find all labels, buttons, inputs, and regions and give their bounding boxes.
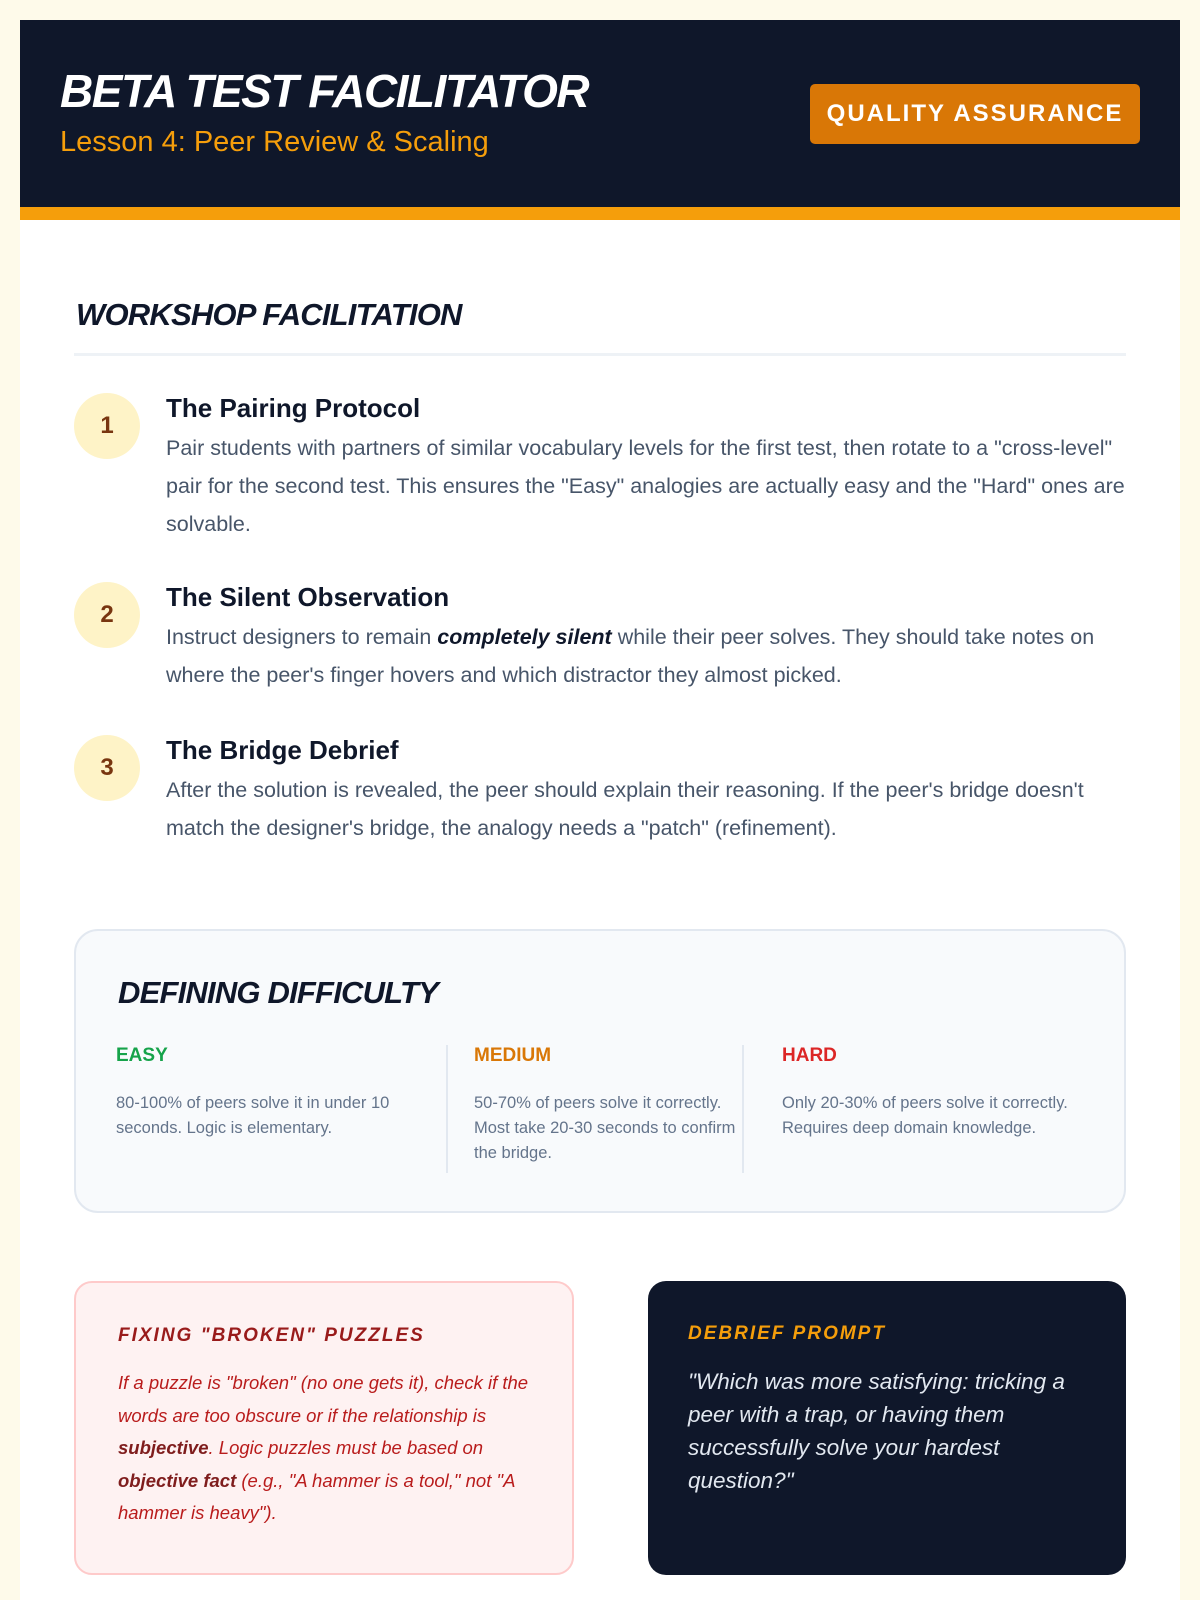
defining-difficulty-card — [74, 929, 1126, 1213]
broken-text-bold-2: objective fact — [118, 1469, 237, 1491]
step-number-badge: 3 — [74, 735, 140, 801]
broken-text-part-1: If a puzzle is "broken" (no one gets it), check if the words are too obscure or if the relationship is — [118, 1372, 529, 1426]
debrief-prompt-card — [648, 1281, 1126, 1575]
workshop-section-title: WORKSHOP FACILITATION — [76, 297, 462, 332]
broken-puzzles-text — [118, 1367, 538, 1530]
step-title: The Pairing Protocol — [166, 393, 421, 423]
step-description — [166, 618, 1126, 694]
broken-text-bold-1: subjective — [118, 1437, 209, 1458]
difficulty-hard-text: Only 20-30% of peers solve it correctly. Requires deep domain knowledge. — [782, 1094, 1068, 1137]
step-description: Pair students with partners of similar vocabulary levels for the first test, then rotate to a "cross-level" pair for the second test. This ensures the "Easy" analogies are actually easy and the "Hard" ones are solvable. — [166, 436, 1125, 536]
step-text-start: Instruct designers to remain — [166, 625, 438, 649]
difficulty-easy-text: 80-100% of peers solve it in under 10 seconds. Logic is elementary. — [116, 1094, 390, 1137]
difficulty-easy-column — [116, 1045, 416, 1173]
step-title: The Silent Observation — [166, 582, 450, 612]
broken-text-part-3: (e.g., "A hammer is a tool," not "A hammer is heavy"). — [118, 1469, 515, 1523]
difficulty-medium-column — [446, 1045, 736, 1173]
lesson-page — [20, 20, 1180, 1600]
fixing-broken-puzzles-card — [74, 1281, 574, 1575]
difficulty-medium-label: MEDIUM — [474, 1045, 552, 1066]
debrief-prompt-text: "Which was more satisfying: tricking a peer with a trap, or having them successfully solve your hardest question?" — [688, 1369, 1065, 1493]
difficulty-medium-text: 50-70% of peers solve it correctly. Most take 20-30 seconds to confirm the bridge. — [474, 1094, 736, 1162]
step-number-badge: 2 — [74, 582, 140, 648]
page-subtitle: Lesson 4: Peer Review & Scaling — [60, 126, 489, 158]
page-title: BETA TEST FACILITATOR — [60, 65, 589, 117]
difficulty-easy-label: EASY — [116, 1045, 168, 1066]
step-description: After the solution is revealed, the peer should explain their reasoning. If the peer's bridge doesn't match the designer's bridge, the analogy needs a "patch" (refinement). — [166, 778, 1084, 840]
broken-text-part-2: . Logic puzzles must be based on — [208, 1437, 484, 1458]
step-text-emphasis: completely silent — [437, 625, 612, 649]
step-text-end: while their peer solves. They should take notes on where the peer's finger hovers and which distractor they almost picked. — [166, 625, 1095, 687]
broken-puzzles-title: FIXING "BROKEN" PUZZLES — [118, 1325, 425, 1346]
page-header — [20, 20, 1180, 220]
section-divider — [74, 353, 1126, 356]
step-number-badge: 1 — [74, 393, 140, 459]
debrief-prompt-title: DEBRIEF PROMPT — [688, 1323, 886, 1344]
quality-assurance-badge: QUALITY ASSURANCE — [810, 84, 1140, 144]
difficulty-hard-label: HARD — [782, 1045, 837, 1066]
difficulty-hard-column — [742, 1045, 1088, 1173]
difficulty-title: DEFINING DIFFICULTY — [118, 975, 439, 1010]
step-title: The Bridge Debrief — [166, 735, 399, 765]
